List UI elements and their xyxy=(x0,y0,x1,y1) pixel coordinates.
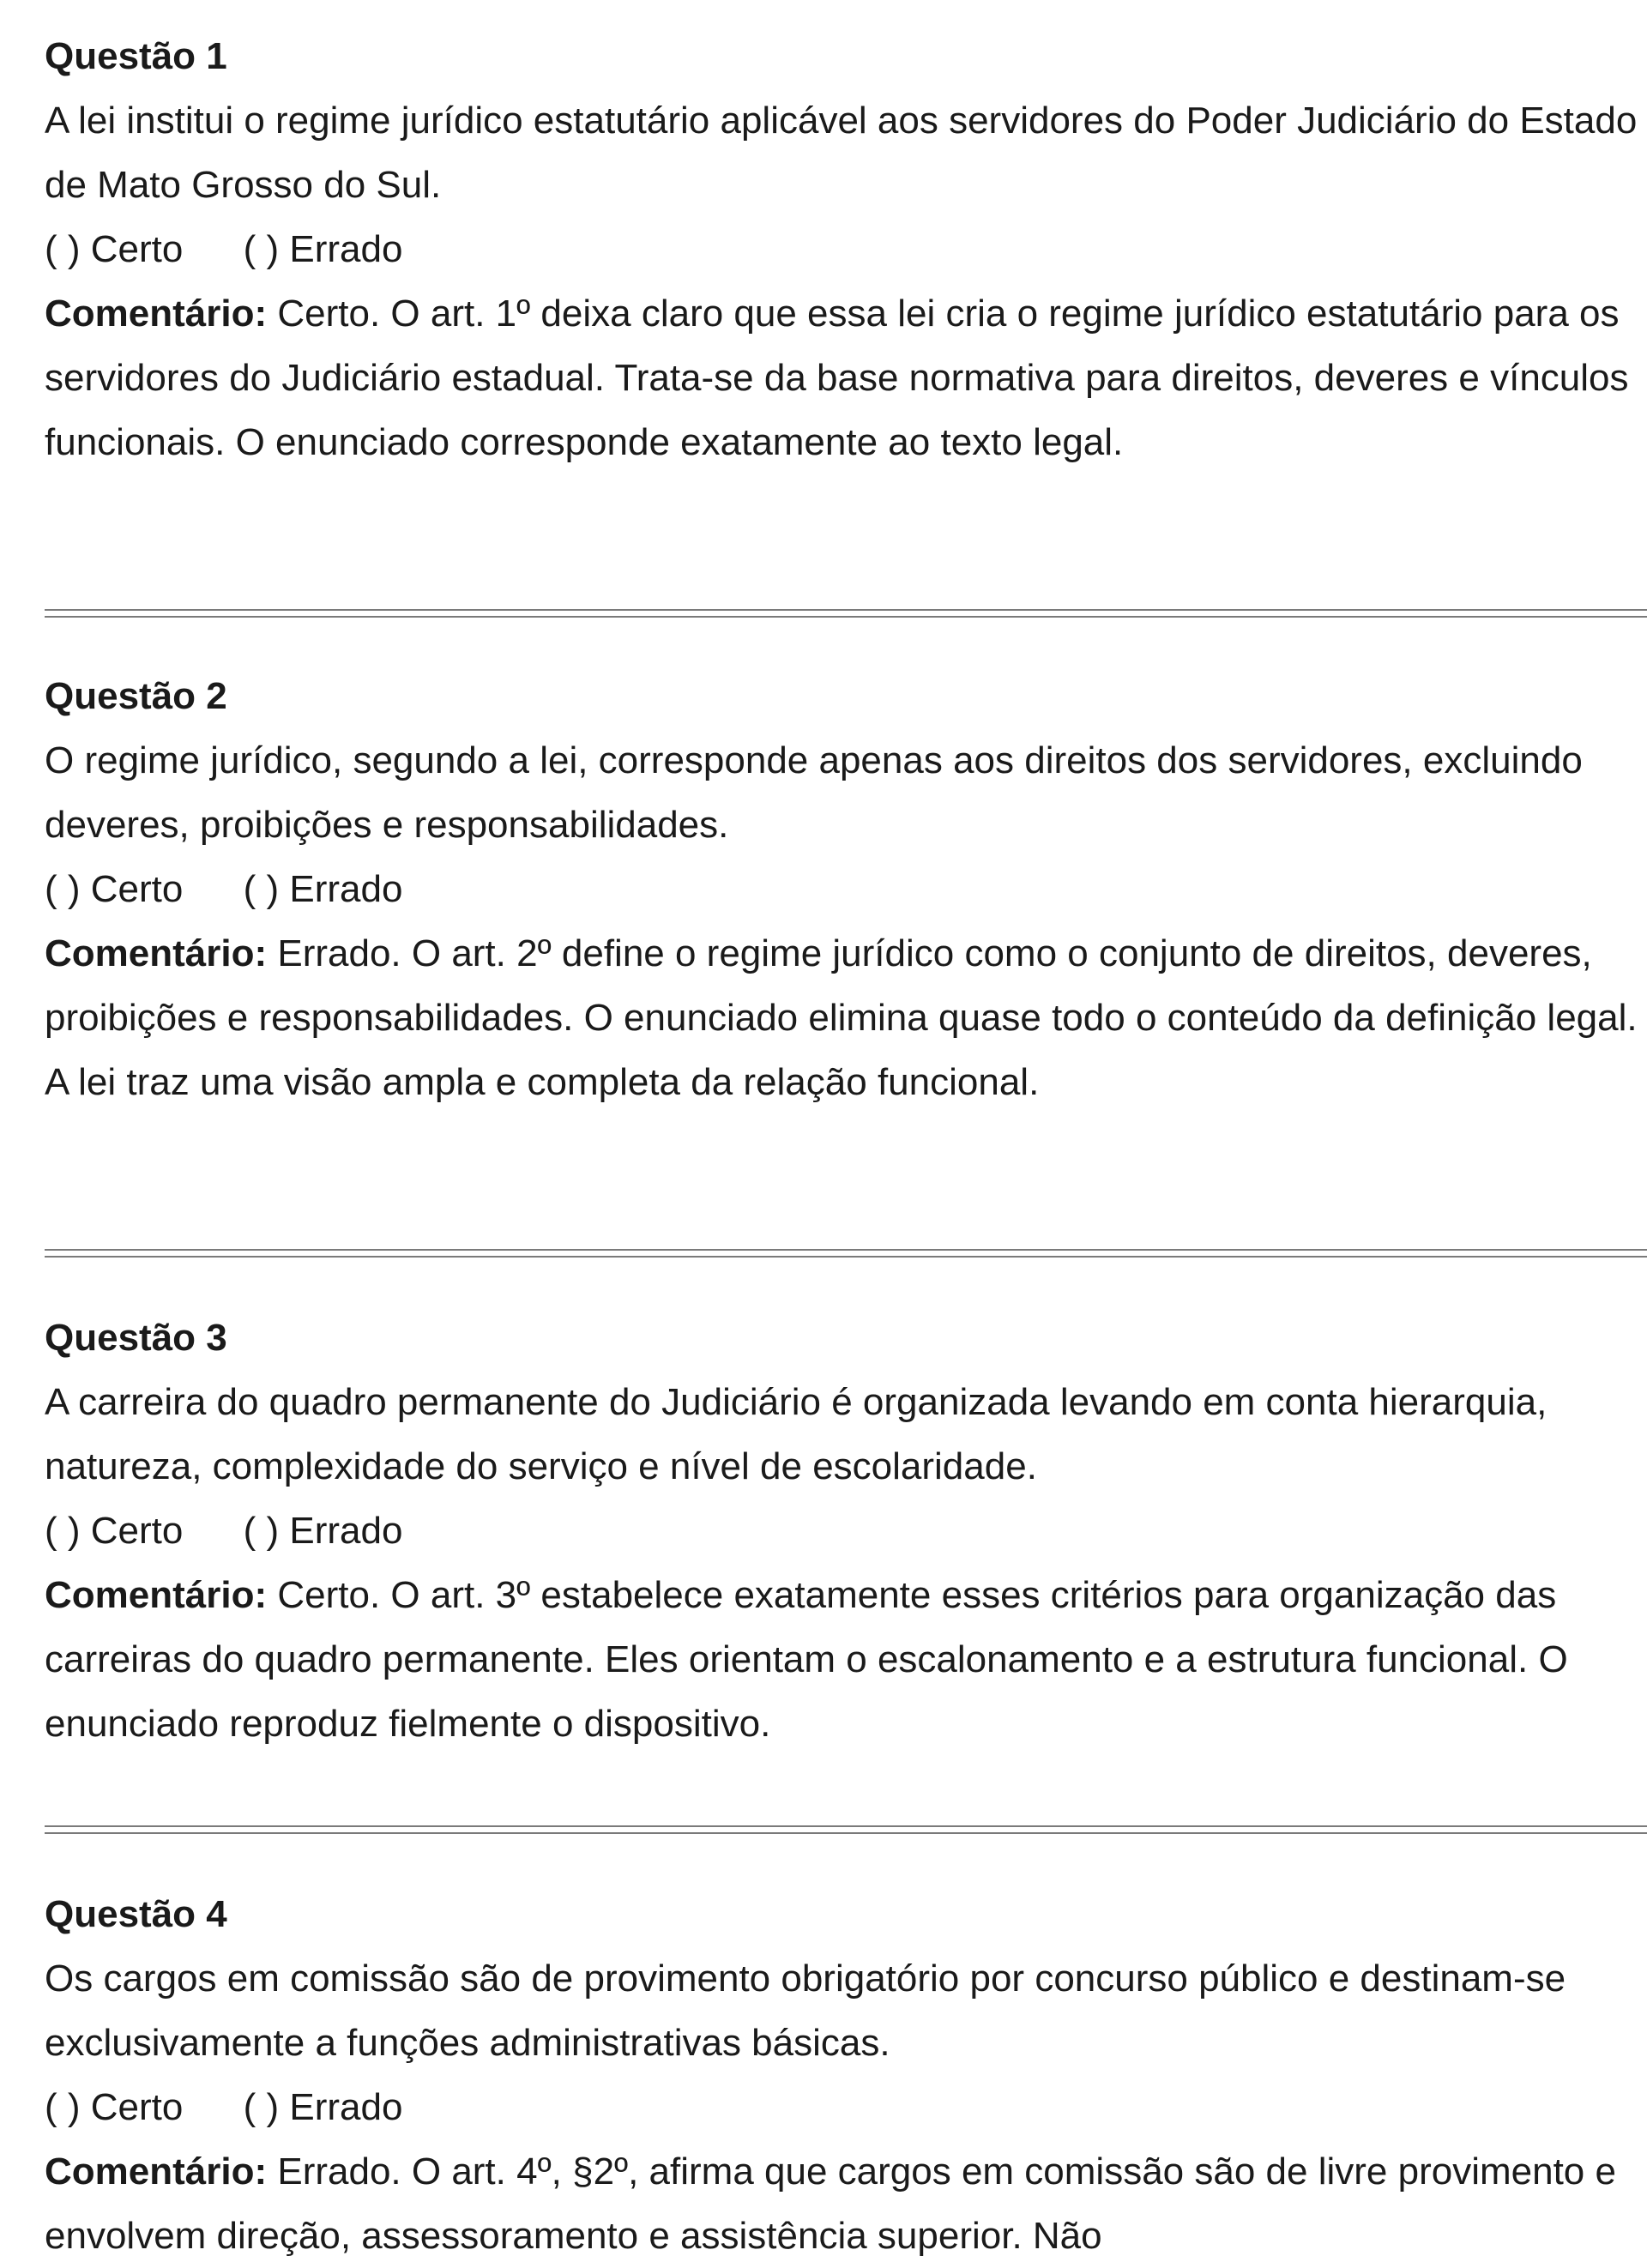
comment-text: Errado. O art. 4º, §2º, afirma que cargos em comissão são de livre provimento e envolvem direção, assessoramento e assistência superior. Não xyxy=(45,2150,1616,2257)
comment-label: Comentário: xyxy=(45,2150,268,2193)
option-errado: ( ) Errado xyxy=(243,868,403,910)
option-certo: ( ) Certo xyxy=(45,228,184,270)
option-errado: ( ) Errado xyxy=(243,1510,403,1552)
question-statement: A lei institui o regime jurídico estatutário aplicável aos servidores do Poder Judiciário do Estado de Mato Grosso do Sul. xyxy=(45,100,1638,206)
question-block xyxy=(45,664,1647,1114)
question-statement: Os cargos em comissão são de provimento obrigatório por concurso público e destinam-se exclusivamente a funções administrativas básicas. xyxy=(45,1957,1566,2064)
section-divider xyxy=(45,609,1647,618)
answer-options xyxy=(45,217,1647,281)
comment-text: Certo. O art. 1º deixa claro que essa lei cria o regime jurídico estatutário para os servidores do Judiciário estadual. Trata-se da base normativa para direitos, deveres e vínculos funcionais. O enunciado corresponde exatamente ao texto legal. xyxy=(45,293,1629,463)
question-statement: A carreira do quadro permanente do Judiciário é organizada levando em conta hierarquia, natureza, complexidade do serviço e nível de escolaridade. xyxy=(45,1381,1547,1487)
comment xyxy=(45,1563,1647,1756)
option-certo: ( ) Certo xyxy=(45,868,184,910)
comment-label: Comentário: xyxy=(45,932,268,974)
answer-options xyxy=(45,2075,1647,2139)
option-errado: ( ) Errado xyxy=(243,228,403,270)
comment-label: Comentário: xyxy=(45,1574,268,1616)
option-errado: ( ) Errado xyxy=(243,2086,403,2128)
question-block xyxy=(45,1306,1647,1756)
comment-text: Certo. O art. 3º estabelece exatamente esses critérios para organização das carreiras do quadro permanente. Eles orientam o escalonamento e a estrutura funcional. O enunciado reproduz fielmente o dispositivo. xyxy=(45,1574,1568,1745)
question-statement: O regime jurídico, segundo a lei, corresponde apenas aos direitos dos servidores, excluindo deveres, proibições e responsabilidades. xyxy=(45,739,1583,846)
comment xyxy=(45,281,1647,474)
question-title: Questão 4 xyxy=(45,1893,227,1935)
comment xyxy=(45,921,1647,1114)
section-divider xyxy=(45,1249,1647,1258)
answer-options xyxy=(45,857,1647,921)
question-block xyxy=(45,1882,1647,2268)
comment-label: Comentário: xyxy=(45,293,268,335)
question-title: Questão 2 xyxy=(45,675,227,717)
comment xyxy=(45,2139,1647,2268)
question-block xyxy=(45,24,1647,474)
option-certo: ( ) Certo xyxy=(45,2086,184,2128)
question-title: Questão 3 xyxy=(45,1317,227,1359)
comment-text: Errado. O art. 2º define o regime jurídico como o conjunto de direitos, deveres, proibições e responsabilidades. O enunciado elimina quase todo o conteúdo da definição legal. A lei traz uma visão ampla e completa da relação funcional. xyxy=(45,932,1638,1103)
option-certo: ( ) Certo xyxy=(45,1510,184,1552)
section-divider xyxy=(45,1825,1647,1834)
question-title: Questão 1 xyxy=(45,35,227,77)
answer-options xyxy=(45,1499,1647,1563)
